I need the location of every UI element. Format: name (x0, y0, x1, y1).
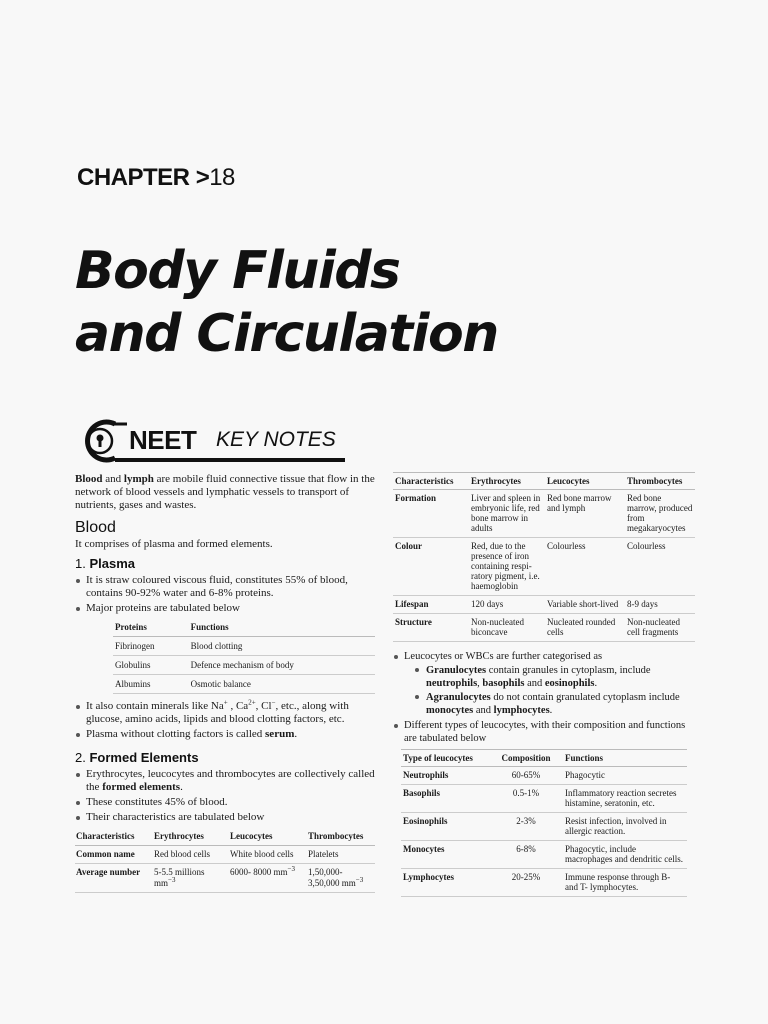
table-cell: Immune response through B- and T- lymphocytes. (563, 869, 687, 897)
na-charge: + (223, 698, 228, 707)
table-cell: 0.5-1% (489, 785, 563, 813)
table-header-cell: Leucocytes (229, 828, 307, 846)
protein-table-header (113, 619, 375, 637)
period: . (594, 678, 598, 689)
plasma-bullet-1: It is straw coloured viscous fluid, constitutes 55% of blood, contains 90-92% water and 6-8% proteins. (75, 574, 375, 600)
chapter-word: CHAPTER (77, 164, 190, 191)
exponent: −3 (287, 865, 295, 873)
blood-heading: Blood (75, 519, 116, 536)
period: . (549, 705, 553, 716)
monocytes-bold: monocytes (426, 705, 474, 716)
table-cell: Platelets (307, 846, 375, 864)
table-cell: Defence mechanism of body (189, 656, 375, 675)
formed-text-end: . (180, 781, 183, 793)
formed-bullet-3: Their characteristics are tabulated below (75, 811, 375, 824)
plasma-bullets-2 (75, 700, 375, 741)
plasma-title: Plasma (89, 556, 136, 571)
formed-bullet-2: These constitutes 45% of blood. (75, 796, 375, 809)
formed-bold: formed elements (102, 781, 181, 793)
table-cell: Non-nucleated cell fragments (625, 614, 695, 642)
ca-text: , Ca (227, 700, 249, 712)
table-cell: 6-8% (489, 841, 563, 869)
table-cell: Structure (393, 614, 469, 642)
leucocyte-bullet-1 (393, 650, 695, 717)
table-header-cell: Composition (489, 750, 563, 767)
table-cell: Colourless (545, 538, 625, 596)
table-row (393, 490, 695, 538)
leucocyte-types-table (401, 749, 687, 897)
table-cell: Basophils (401, 785, 489, 813)
table-row (401, 813, 687, 841)
agranulocytes-text: do not contain granulated cytoplasm include (490, 692, 680, 703)
chapter-separator: > (195, 164, 210, 191)
table-row (113, 637, 375, 656)
agranulocytes-bold: Agranulocytes (426, 692, 491, 703)
formed-text: Erythrocytes, leucocytes and thrombocytes are collectively called the (86, 768, 375, 793)
ca-charge: 2+ (248, 698, 256, 707)
plasma-bullets (75, 574, 375, 615)
leucocyte-subbullets (404, 664, 695, 717)
cl-text: , Cl (255, 700, 272, 712)
table-row (393, 538, 695, 596)
leucocyte-bullet-2: Different types of leucocytes, with their composition and functions are tabulated below (393, 719, 695, 745)
table-cell: Liver and spleen in embryonic life, red bone marrow in adults (469, 490, 545, 538)
protein-table-header-functions: Functions (189, 619, 375, 637)
table-cell: Lymphocytes (401, 869, 489, 897)
table-cell: Fibrinogen (113, 637, 189, 656)
intro-bold-blood: Blood (75, 473, 103, 485)
serum-text: Plasma without clotting factors is called (86, 728, 266, 740)
exponent: −3 (168, 876, 176, 884)
table-cell: Globulins (113, 656, 189, 675)
table-cell: Red bone marrow and lymph (545, 490, 625, 538)
table-header-cell: Characteristics (75, 828, 153, 846)
plasma-bullet-4 (75, 728, 375, 741)
avg-leucocytes: 6000- 8000 mm (230, 867, 288, 877)
table-row (113, 656, 375, 675)
minerals-text-end: , etc., along with glucose, amino acids, lipids and blood clotting factors, etc. (86, 700, 349, 725)
chapter-title-line-1: Body Fluids (75, 241, 400, 301)
table-row (401, 767, 687, 785)
leucocyte-text: Leucocytes or WBCs are further categorised as (404, 651, 603, 662)
chapter-number: 18 (209, 164, 235, 191)
granulocytes-bullet (404, 664, 695, 690)
basophils-bold: basophils (482, 678, 525, 689)
table-cell: Red, due to the presence of iron containing respi-ratory pigment, i.e. haemoglobin (469, 538, 545, 596)
table-header-cell: Type of leucocytes (401, 750, 489, 767)
granulocytes-bold: Granulocytes (426, 665, 487, 676)
table-header-cell: Leucocytes (545, 473, 625, 490)
key-notes-label: KEY NOTES (216, 428, 336, 451)
table-header-cell: Erythrocytes (153, 828, 229, 846)
blood-description: It comprises of plasma and formed elements. (75, 538, 273, 550)
granulocytes-text: contain granules in cytoplasm, include (486, 665, 651, 676)
table-header-cell: Thrombocytes (625, 473, 695, 490)
plasma-heading (75, 556, 375, 572)
formed-number: 2. (75, 750, 86, 765)
table-cell: Common name (75, 846, 153, 864)
eosinophils-bold: eosinophils (544, 678, 595, 689)
formed-title: Formed Elements (89, 750, 199, 765)
table-cell: Formation (393, 490, 469, 538)
table-row (401, 841, 687, 869)
table-cell: 8-9 days (625, 596, 695, 614)
cl-charge: − (271, 698, 276, 707)
serum-bold: serum (265, 728, 295, 740)
lymphocytes-bold: lymphocytes (493, 705, 550, 716)
neet-label: NEET (129, 425, 197, 455)
table-row (75, 846, 375, 864)
table-header-cell: Erythrocytes (469, 473, 545, 490)
table-cell: Inflammatory reaction secretes histamine, seratonin, etc. (563, 785, 687, 813)
comma: , (477, 678, 483, 689)
char-table-header (393, 473, 695, 490)
formed-elements-heading (75, 750, 375, 766)
neet-key-notes-badge (75, 416, 365, 466)
table-cell: Osmotic balance (189, 675, 375, 694)
table-cell (307, 864, 375, 893)
and-text: and (473, 705, 494, 716)
table-cell: Variable short-lived (545, 596, 625, 614)
table-cell: Colourless (625, 538, 695, 596)
table-cell: Albumins (113, 675, 189, 694)
table-cell: Neutrophils (401, 767, 489, 785)
table-cell: 20-25% (489, 869, 563, 897)
table-row (75, 864, 375, 893)
chapter-label (77, 164, 235, 192)
table-cell: Blood clotting (189, 637, 375, 656)
table-cell: White blood cells (229, 846, 307, 864)
intro-bold-lymph: lymph (123, 473, 154, 485)
table-cell: Phagocytic (563, 767, 687, 785)
table-row (393, 614, 695, 642)
formed-elements-table (75, 828, 375, 893)
table-cell: Colour (393, 538, 469, 596)
table-cell: Lifespan (393, 596, 469, 614)
formed-bullet-1 (75, 768, 375, 794)
table-header-cell: Thrombocytes (307, 828, 375, 846)
formed-bullets (75, 768, 375, 824)
table-cell: Non-nucleated biconcave (469, 614, 545, 642)
intro-paragraph (75, 473, 375, 512)
characteristics-table (393, 472, 695, 642)
right-column (393, 472, 695, 897)
protein-table-header-proteins: Proteins (113, 619, 189, 637)
agranulocytes-bullet (404, 691, 695, 717)
intro-text-2: are mobile fluid connective tissue that flow in the network of blood vessels and lymphatic vessels to transport of nutrients, gases and wastes. (75, 473, 375, 511)
table-cell: Nucleated rounded cells (545, 614, 625, 642)
plasma-bullet-2: Major proteins are tabulated below (75, 602, 375, 615)
table-cell: Eosinophils (401, 813, 489, 841)
table-cell: Monocytes (401, 841, 489, 869)
plasma-number: 1. (75, 556, 86, 571)
table-cell: Phagocytic, include macrophages and dendritic cells. (563, 841, 687, 869)
avg-erythrocytes: 5-5.5 millions mm (154, 867, 205, 888)
left-column (75, 473, 375, 893)
chapter-title (75, 240, 695, 366)
intro-text-1: and (102, 473, 124, 485)
minerals-text: It also contain minerals like Na (86, 700, 224, 712)
table-row (401, 785, 687, 813)
table-cell: Average number (75, 864, 153, 893)
table-cell: Red blood cells (153, 846, 229, 864)
exponent: −3 (355, 876, 364, 884)
serum-text-end: . (294, 728, 298, 740)
plasma-bullet-3 (75, 700, 375, 726)
protein-table (113, 619, 375, 694)
table-row (393, 596, 695, 614)
table-cell (229, 864, 307, 893)
chapter-title-line-2: and Circulation (75, 304, 498, 364)
and-text: and (524, 678, 545, 689)
table-row (401, 869, 687, 897)
table-header-cell: Functions (563, 750, 687, 767)
table-cell: 60-65% (489, 767, 563, 785)
table-cell: 120 days (469, 596, 545, 614)
avg-thrombocytes: 1,50,000- 3,50,000 mm (308, 867, 356, 888)
leucocyte-bullets (393, 650, 695, 745)
table-cell (153, 864, 229, 893)
table-cell: Resist infection, involved in allergic reaction. (563, 813, 687, 841)
table-header-cell: Characteristics (393, 473, 469, 490)
neutrophils-bold: neutrophils (426, 678, 478, 689)
formed-table-header (75, 828, 375, 846)
table-cell: Red bone marrow, produced from megakaryocytes (625, 490, 695, 538)
wbc-table-header (401, 750, 687, 767)
table-row (113, 675, 375, 694)
table-cell: 2-3% (489, 813, 563, 841)
